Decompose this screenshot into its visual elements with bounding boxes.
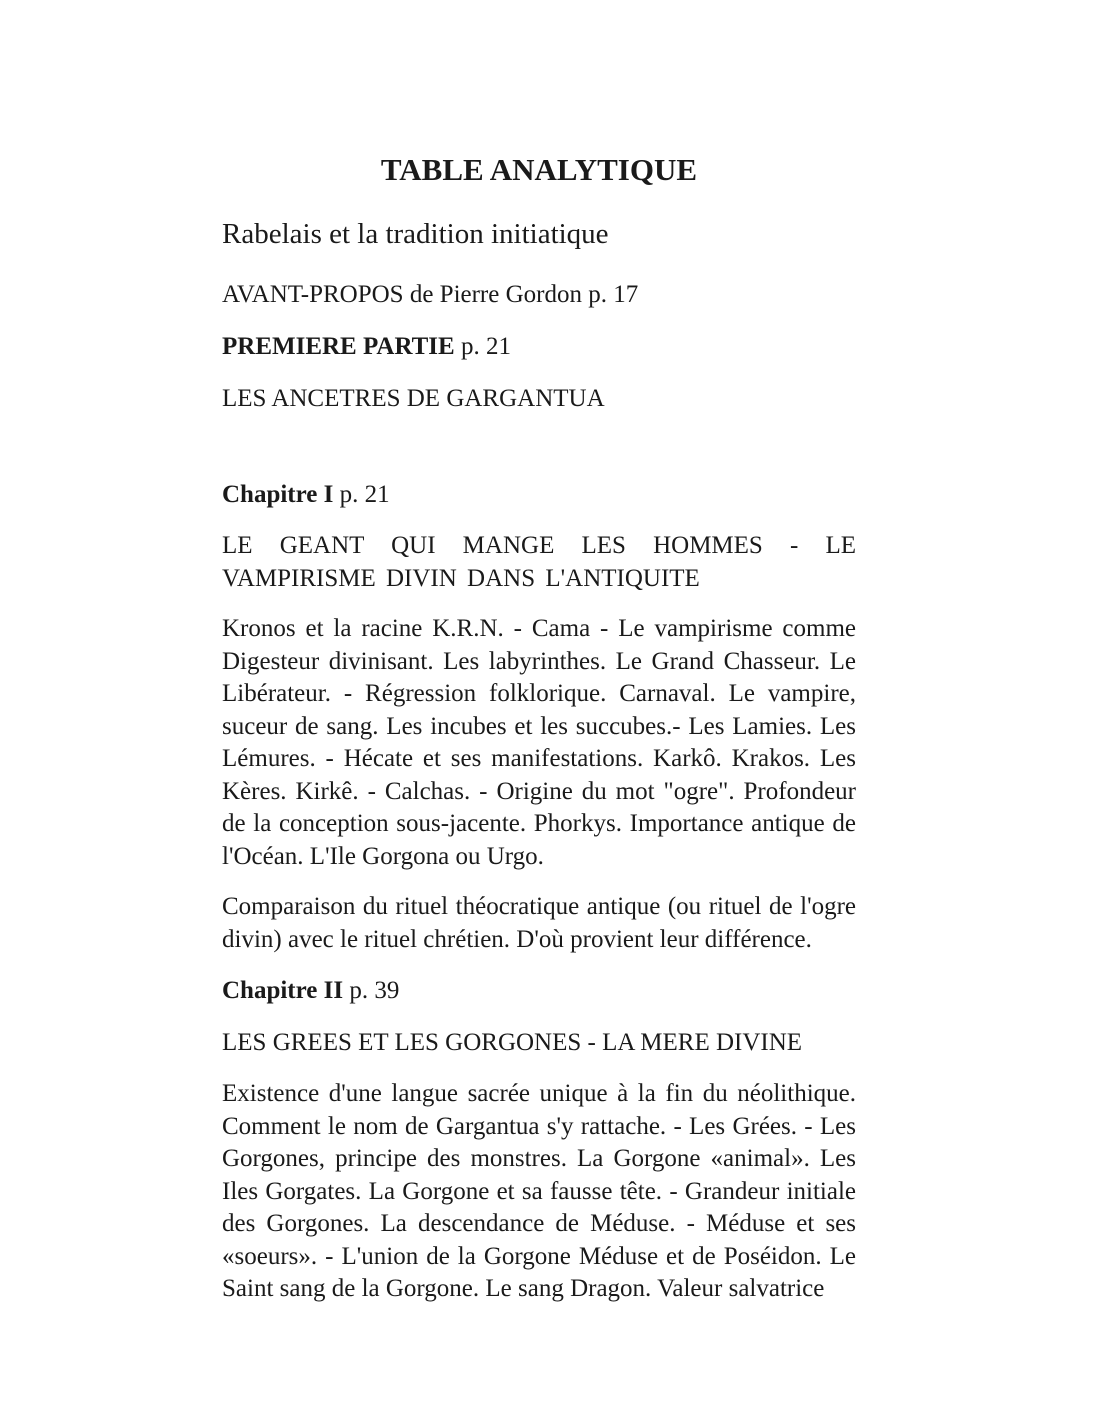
chapter-two-heading: LES GREES ET LES GORGONES - LA MERE DIVINE <box>222 1029 803 1056</box>
section-gap <box>222 434 856 478</box>
chapter-one-summary: Kronos et la racine K.R.N. - Cama - Le vampirisme comme Digesteur divinisant. Les labyrinthes. Le Grand Chasseur. Le Libérateur. - Régression folklorique. Carnaval. Le vampire, suceur de sang. Les incubes et les succubes.- Les Lamies. Les Lémures. - Hécate et ses manifestations. Karkô. Krakos. Les Kères. Kirkê. - Calchas. - Origine du mot "ogre". Profondeur de la conception sous-jacente. Phorkys. Importance antique de l'Océan. L'Ile Gorgona ou Urgo. <box>222 615 856 870</box>
chapter-one-entry <box>222 478 856 512</box>
book-subtitle: Rabelais et la tradition initiatique <box>222 218 609 250</box>
chapter-one-comparison: Comparaison du rituel théocratique antique (ou rituel de l'ogre divin) avec le rituel chrétien. D'où provient leur différence. <box>222 893 856 953</box>
table-of-contents-page <box>222 150 856 1324</box>
part-one-page: p. 21 <box>454 333 511 360</box>
part-one-entry <box>222 330 856 364</box>
chapter-two-page: p. 39 <box>343 977 400 1004</box>
chapter-two-summary: Existence d'une langue sacrée unique à la fin du néolithique. Comment le nom de Gargantua s'y rattache. - Les Grées. - Les Gorgones, principe des monstres. La Gorgone «animal». Les Iles Gorgates. La Gorgone et sa fausse tête. - Grandeur initiale des Gorgones. La descendance de Méduse. - Méduse et ses «soeurs». - L'union de la Gorgone Méduse et de Poséidon. Le Saint sang de la Gorgone. Le sang Dragon. Valeur salvatrice <box>222 1080 856 1302</box>
page-title: TABLE ANALYTIQUE <box>380 152 698 187</box>
part-one-label: PREMIERE PARTIE <box>222 333 455 360</box>
chapter-one-heading: LE GEANT QUI MANGE LES HOMMES - LE VAMPIRISME DIVIN DANS L'ANTIQUITE <box>222 532 856 592</box>
chapter-two-label: Chapitre II <box>222 977 344 1004</box>
avant-propos-entry: AVANT-PROPOS de Pierre Gordon p. 17 <box>222 281 639 308</box>
part-one-heading: LES ANCETRES DE GARGANTUA <box>222 385 605 412</box>
chapter-one-label: Chapitre I <box>222 481 334 508</box>
chapter-two-entry <box>222 974 856 1008</box>
chapter-one-page: p. 21 <box>333 481 390 508</box>
